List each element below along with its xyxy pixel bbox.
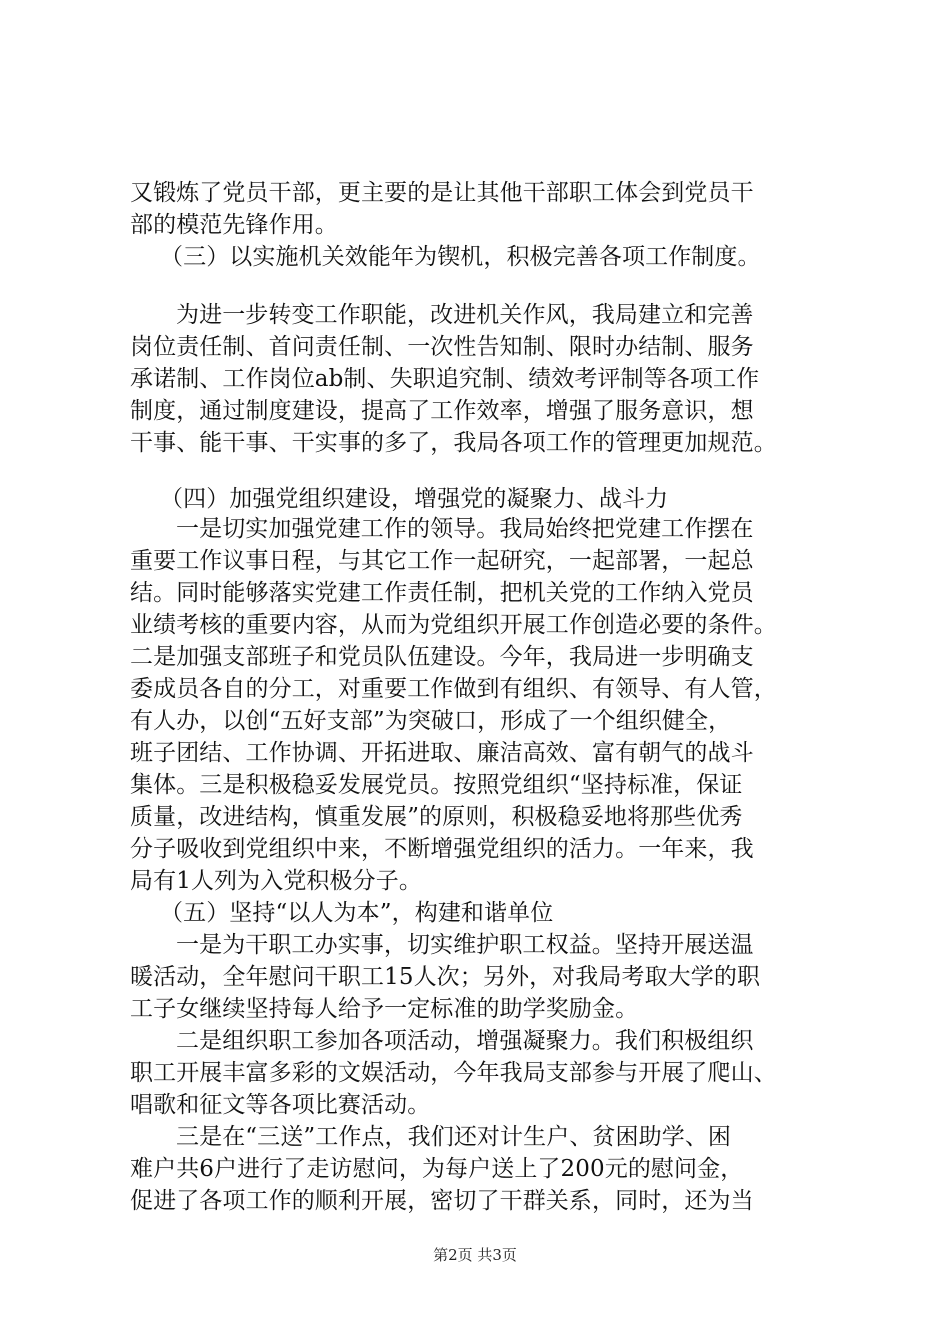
section-heading: （四）加强党组织建设，增强党的凝聚力、战斗力 <box>160 486 669 512</box>
text-line: 促进了各项工作的顺利开展，密切了干群关系，同时，还为当 <box>130 1188 754 1214</box>
text-line: 集体。三是积极稳妥发展党员。按照党组织“坚持标准，保证 <box>130 772 743 798</box>
text-line: 为进一步转变工作职能，改进机关作风，我局建立和完善 <box>176 302 754 328</box>
section-heading: （三）以实施机关效能年为锲机，积极完善各项工作制度。 <box>160 244 761 270</box>
text-line: 一是切实加强党建工作的领导。我局始终把党建工作摆在 <box>176 516 754 542</box>
text-line: 重要工作议事日程，与其它工作一起研究，一起部署，一起总 <box>130 548 754 574</box>
text-line: 委成员各自的分工，对重要工作做到有组织、有领导、有人管， <box>130 676 777 702</box>
text-line: 承诺制、工作岗位ab制、失职追究制、绩效考评制等各项工作 <box>130 366 760 392</box>
text-line: 暖活动，全年慰问干职工15人次；另外，对我局考取大学的职 <box>130 964 761 990</box>
text-line: 部的模范先锋作用。 <box>130 212 338 238</box>
text-line: 职工开展丰富多彩的文娱活动，今年我局支部参与开展了爬山、 <box>130 1060 777 1086</box>
text-line: 制度，通过制度建设，提高了工作效率，增强了服务意识，想 <box>130 398 754 424</box>
section-heading: （五）坚持“以人为本”，构建和谐单位 <box>160 900 554 926</box>
text-line: 二是组织职工参加各项活动，增强凝聚力。我们积极组织 <box>176 1028 754 1054</box>
text-line: 三是在“三送”工作点，我们还对计生户、贫困助学、困 <box>176 1124 732 1150</box>
text-line: 局有1人列为入党积极分子。 <box>130 868 422 894</box>
page-footer: 第2页 共3页 <box>433 1246 517 1264</box>
text-line: 结。同时能够落实党建工作责任制，把机关党的工作纳入党员 <box>130 580 754 606</box>
text-line: 业绩考核的重要内容，从而为党组织开展工作创造必要的条件。 <box>130 612 777 638</box>
text-line: 干事、能干事、干实事的多了，我局各项工作的管理更加规范。 <box>130 430 777 456</box>
text-line: 质量，改进结构，慎重发展”的原则，积极稳妥地将那些优秀 <box>130 804 743 830</box>
text-line: 分子吸收到党组织中来，不断增强党组织的活力。一年来，我 <box>130 836 754 862</box>
text-line: 工子女继续坚持每人给予一定标准的助学奖励金。 <box>130 996 639 1022</box>
text-line: 岗位责任制、首问责任制、一次性告知制、限时办结制、服务 <box>130 334 754 360</box>
text-line: 又锻炼了党员干部，更主要的是让其他干部职工体会到党员干 <box>130 180 754 206</box>
text-line: 唱歌和征文等各项比赛活动。 <box>130 1092 431 1118</box>
text-line: 难户共6户进行了走访慰问，为每户送上了200元的慰问金， <box>130 1156 744 1182</box>
text-line: 二是加强支部班子和党员队伍建设。今年，我局进一步明确支 <box>130 644 754 670</box>
text-line: 一是为干职工办实事，切实维护职工权益。坚持开展送温 <box>176 932 754 958</box>
text-line: 班子团结、工作协调、开拓进取、廉洁高效、富有朝气的战斗 <box>130 740 754 766</box>
text-line: 有人办，以创“五好支部”为突破口，形成了一个组织健全， <box>130 708 732 734</box>
